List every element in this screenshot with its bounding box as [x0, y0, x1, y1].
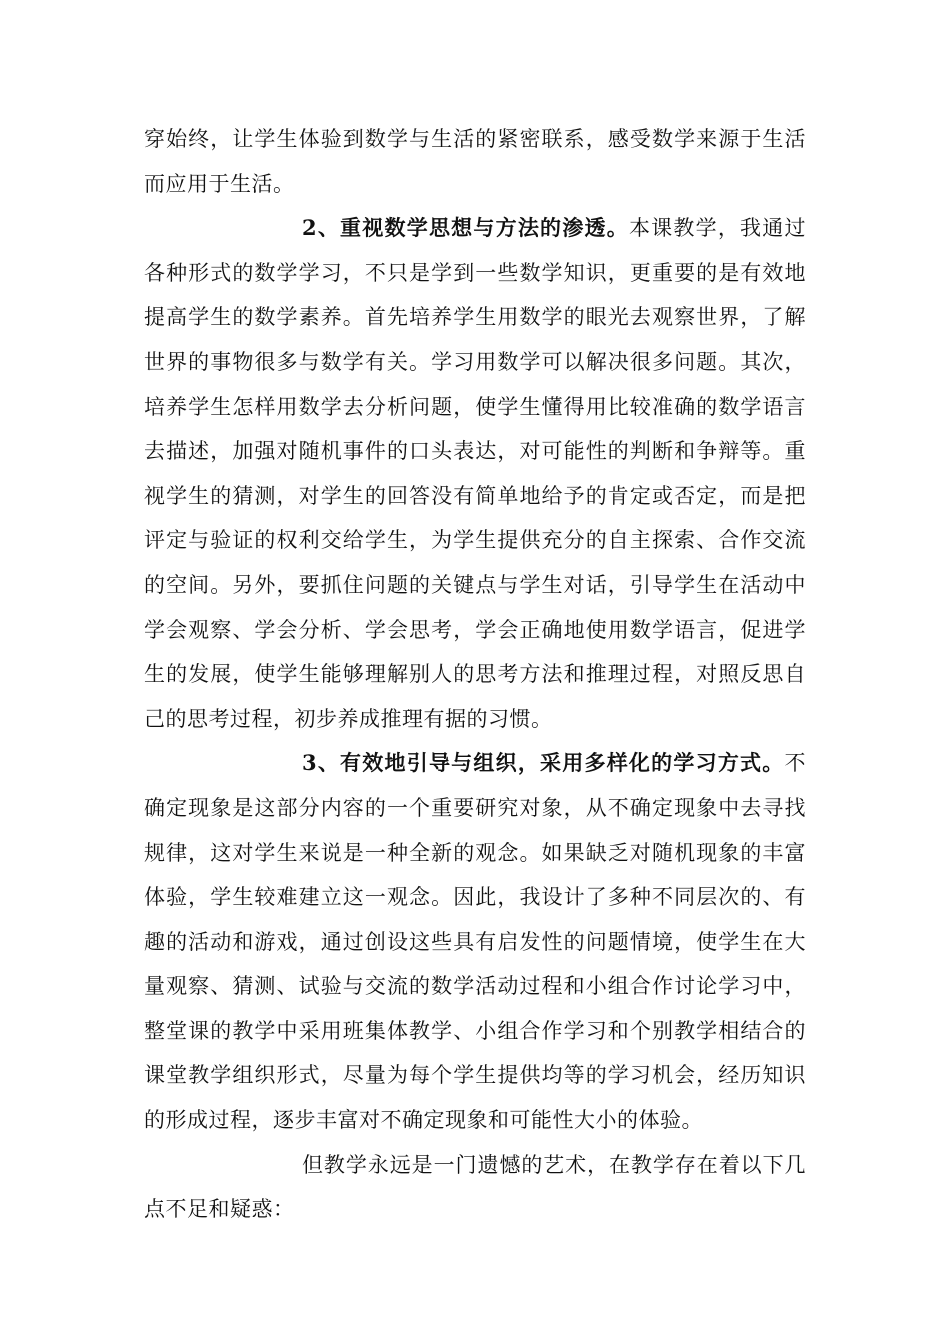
paragraph-shortcomings: [144, 1143, 806, 1232]
paragraph-math-thinking: [144, 206, 806, 741]
paragraph-learning-methods-heading: 3、有效地引导与组织，采用多样化的学习方式。: [302, 750, 785, 776]
paragraph-math-thinking-heading: 2、重视数学思想与方法的渗透。: [302, 215, 629, 241]
paragraph-shortcomings-text: 但教学永远是一门遗憾的艺术，在教学存在着以下几点不足和疑惑：: [144, 1152, 806, 1222]
paragraph-learning-methods-body: 不确定现象是这部分内容的一个重要研究对象，从不确定现象中去寻找规律，这对学生来说是一种全新的观念。如果缺乏对随机现象的丰富体验，学生较难建立这一观念。因此，我设计了多种不同层次的、有趣的活动和游戏，通过创设这些具有启发性的问题情境，使学生在大量观察、猜测、试验与交流的数学活动过程和小组合作讨论学习中，整堂课的教学中采用班集体教学、小组合作学习和个别教学相结合的课堂教学组织形式，尽量为每个学生提供均等的学习机会，经历知识的形成过程，逐步丰富对不确定现象和可能性大小的体验。: [144, 751, 806, 1133]
paragraph-math-thinking-body: 本课教学，我通过各种形式的数学学习，不只是学到一些数学知识，更重要的是有效地提高学生的数学素养。首先培养学生用数学的眼光去观察世界，了解世界的事物很多与数学有关。学习用数学可以解决很多问题。其次，培养学生怎样用数学去分析问题，使学生懂得用比较准确的数学语言去描述，加强对随机事件的口头表达，对可能性的判断和争辩等。重视学生的猜测，对学生的回答没有简单地给予的肯定或否定，而是把评定与验证的权利交给学生，为学生提供充分的自主探索、合作交流的空间。另外，要抓住问题的关键点与学生对话，引导学生在活动中学会观察、学会分析、学会思考，学会正确地使用数学语言，促进学生的发展，使学生能够理解别人的思考方法和推理过程，对照反思自己的思考过程，初步养成推理有据的习惯。: [144, 216, 806, 731]
paragraph-intro-text: 穿始终，让学生体验到数学与生活的紧密联系，感受数学来源于生活而应用于生活。: [144, 127, 806, 196]
paragraph-intro: [144, 117, 806, 206]
paragraph-learning-methods: [144, 741, 806, 1142]
document-page: [144, 117, 806, 1232]
